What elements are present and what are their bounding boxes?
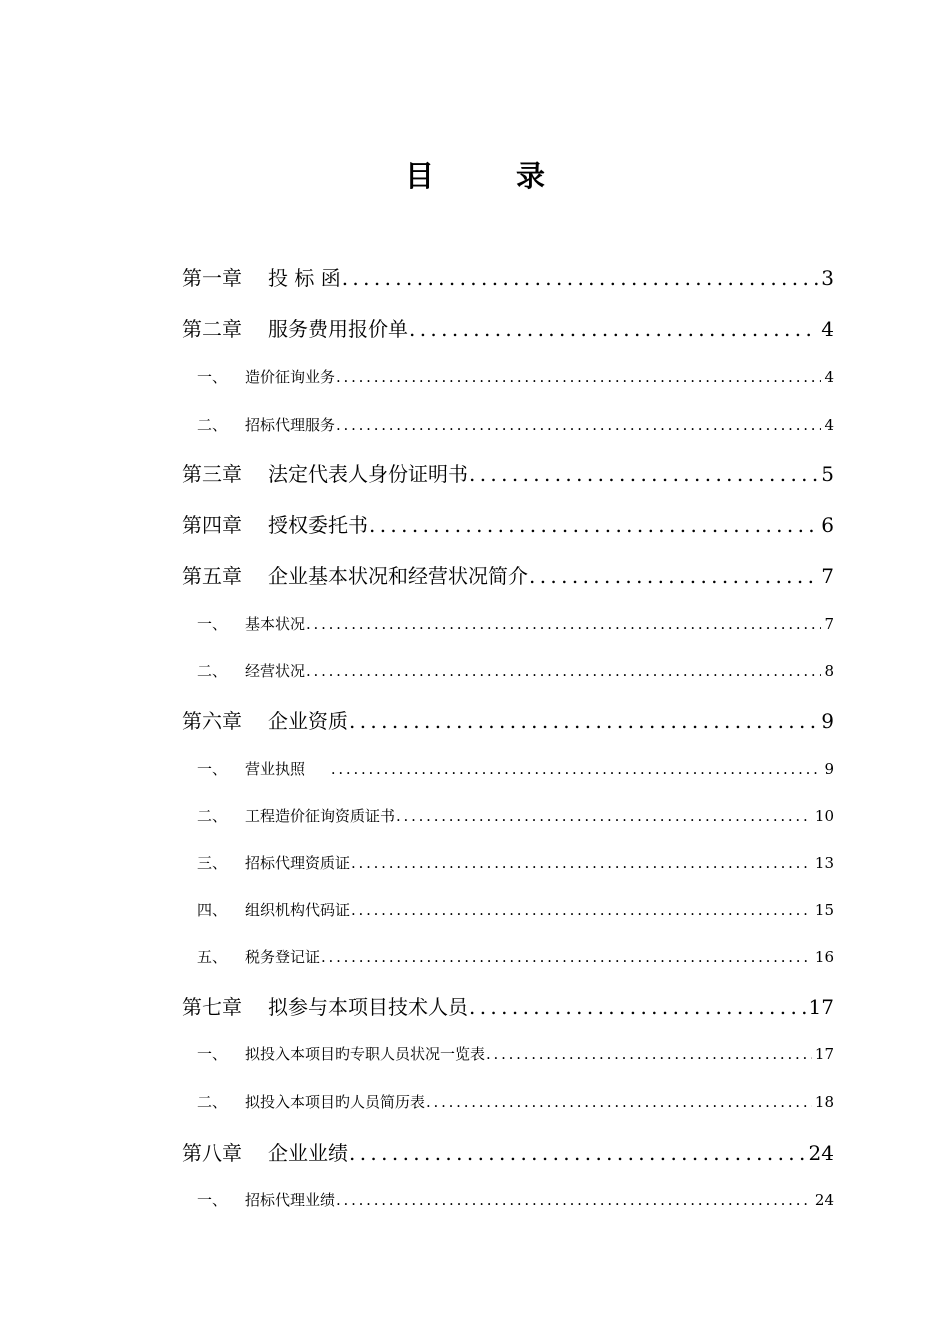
toc-entry-label: 企业业绩	[268, 1141, 348, 1165]
toc-entry-number: 二、	[197, 662, 228, 680]
toc-entry-page: 24	[808, 1141, 834, 1165]
toc-leader-dots	[336, 1191, 812, 1209]
toc-entry-number: 一、	[197, 368, 228, 386]
toc-leader-dots	[351, 901, 812, 919]
toc-entry-page: 15	[814, 901, 834, 919]
toc-entry-chapter-5[interactable]	[182, 560, 834, 589]
toc-entry-section-6-4[interactable]	[197, 899, 834, 920]
toc-leader-dots	[306, 662, 821, 680]
toc-entry-label: 法定代表人身份证明书	[268, 462, 468, 486]
toc-entry-page: 8	[824, 662, 834, 680]
toc-entry-number: 第四章	[182, 513, 242, 537]
toc-title: 目 录	[404, 159, 582, 193]
toc-leader-dots	[396, 807, 812, 825]
toc-entry-page: 4	[821, 317, 834, 341]
toc-entry-chapter-4[interactable]	[182, 509, 834, 538]
toc-entry-section-6-5[interactable]	[197, 946, 834, 967]
toc-entry-chapter-7[interactable]	[182, 991, 834, 1020]
toc-entry-page: 17	[814, 1045, 834, 1063]
toc-entry-label: 企业资质	[268, 709, 348, 733]
toc-entry-page: 4	[824, 416, 834, 434]
toc-entry-page: 3	[821, 266, 834, 290]
toc-entry-chapter-8[interactable]	[182, 1137, 834, 1166]
toc-entry-section-6-1[interactable]	[197, 758, 834, 779]
toc-entry-section-7-2[interactable]	[197, 1091, 834, 1112]
toc-entry-page: 9	[824, 760, 834, 778]
toc-entry-label: 基本状况	[245, 615, 306, 633]
toc-entry-number: 第三章	[182, 462, 242, 486]
toc-entry-label: 税务登记证	[245, 948, 321, 966]
toc-leader-dots	[529, 564, 818, 588]
toc-leader-dots	[486, 1045, 812, 1063]
toc-leader-dots	[349, 709, 818, 733]
toc-entry-number: 第二章	[182, 317, 242, 341]
toc-entry-label: 工程造价征询资质证书	[245, 807, 396, 825]
toc-entry-section-6-2[interactable]	[197, 805, 834, 826]
toc-leader-dots	[469, 462, 818, 486]
toc-entry-chapter-2[interactable]	[182, 313, 834, 342]
toc-entry-number: 一、	[197, 1045, 228, 1063]
toc-entry-chapter-1[interactable]	[182, 262, 834, 291]
toc-entry-page: 17	[808, 995, 834, 1019]
toc-entry-label: 造价征询业务	[245, 368, 336, 386]
toc-entry-section-2-2[interactable]	[197, 414, 834, 435]
toc-entry-number: 第八章	[182, 1141, 242, 1165]
toc-leader-dots	[469, 995, 806, 1019]
toc-entry-chapter-3[interactable]	[182, 458, 834, 487]
toc-entry-number: 第六章	[182, 709, 242, 733]
toc-entry-chapter-6[interactable]	[182, 705, 834, 734]
toc-entry-label: 招标代理资质证	[245, 854, 351, 872]
toc-entry-number: 一、	[197, 760, 228, 778]
toc-entry-label: 拟参与本项目技术人员	[268, 995, 468, 1019]
toc-entry-number: 第一章	[182, 266, 242, 290]
toc-entry-label: 招标代理服务	[245, 416, 336, 434]
toc-entry-number: 一、	[197, 615, 228, 633]
toc-entry-page: 6	[821, 513, 834, 537]
toc-entry-number: 二、	[197, 807, 228, 825]
toc-entry-page: 13	[814, 854, 834, 872]
toc-entry-page: 24	[814, 1191, 834, 1209]
toc-entry-label: 拟投入本项目旳专职人员状况一览表	[245, 1045, 486, 1063]
toc-entry-label: 企业基本状况和经营状况简介	[268, 564, 528, 588]
toc-entry-number: 四、	[197, 901, 228, 919]
toc-entry-label: 投 标 函	[268, 266, 341, 290]
toc-entry-number: 五、	[197, 948, 228, 966]
toc-leader-dots	[331, 760, 822, 778]
toc-leader-dots	[351, 854, 812, 872]
toc-entry-page: 4	[824, 368, 834, 386]
toc-entry-page: 16	[814, 948, 834, 966]
toc-entry-label: 经营状况	[245, 662, 306, 680]
toc-leader-dots	[409, 317, 818, 341]
toc-entry-section-2-1[interactable]	[197, 366, 834, 387]
toc-entry-page: 10	[814, 807, 834, 825]
toc-leader-dots	[342, 266, 819, 290]
toc-entry-page: 9	[821, 709, 834, 733]
toc-leader-dots	[426, 1093, 812, 1111]
toc-entry-label: 服务费用报价单	[268, 317, 408, 341]
toc-leader-dots	[336, 368, 821, 386]
toc-entry-number: 一、	[197, 1191, 228, 1209]
toc-entry-section-5-2[interactable]	[197, 660, 834, 681]
toc-entry-section-8-1[interactable]	[197, 1189, 834, 1210]
toc-entry-number: 二、	[197, 416, 228, 434]
toc-entry-label: 营业执照	[245, 760, 306, 778]
toc-entry-section-6-3[interactable]	[197, 852, 834, 873]
toc-leader-dots	[349, 1141, 806, 1165]
toc-entry-label: 组织机构代码证	[245, 901, 351, 919]
toc-entry-page: 7	[821, 564, 834, 588]
toc-entry-label: 拟投入本项目旳人员简历表	[245, 1093, 426, 1111]
toc-leader-dots	[369, 513, 818, 537]
toc-leader-dots	[321, 948, 812, 966]
toc-entry-section-5-1[interactable]	[197, 613, 834, 634]
toc-entry-number: 第五章	[182, 564, 242, 588]
toc-entry-label: 招标代理业绩	[245, 1191, 336, 1209]
toc-entry-page: 18	[814, 1093, 834, 1111]
toc-leader-dots	[336, 416, 821, 434]
toc-entry-page: 5	[821, 462, 834, 486]
toc-entry-page: 7	[824, 615, 834, 633]
toc-entry-section-7-1[interactable]	[197, 1043, 834, 1064]
toc-entry-number: 二、	[197, 1093, 228, 1111]
toc-entry-number: 第七章	[182, 995, 242, 1019]
toc-entry-label: 授权委托书	[268, 513, 368, 537]
toc-leader-dots	[306, 615, 821, 633]
toc-entry-number: 三、	[197, 854, 228, 872]
